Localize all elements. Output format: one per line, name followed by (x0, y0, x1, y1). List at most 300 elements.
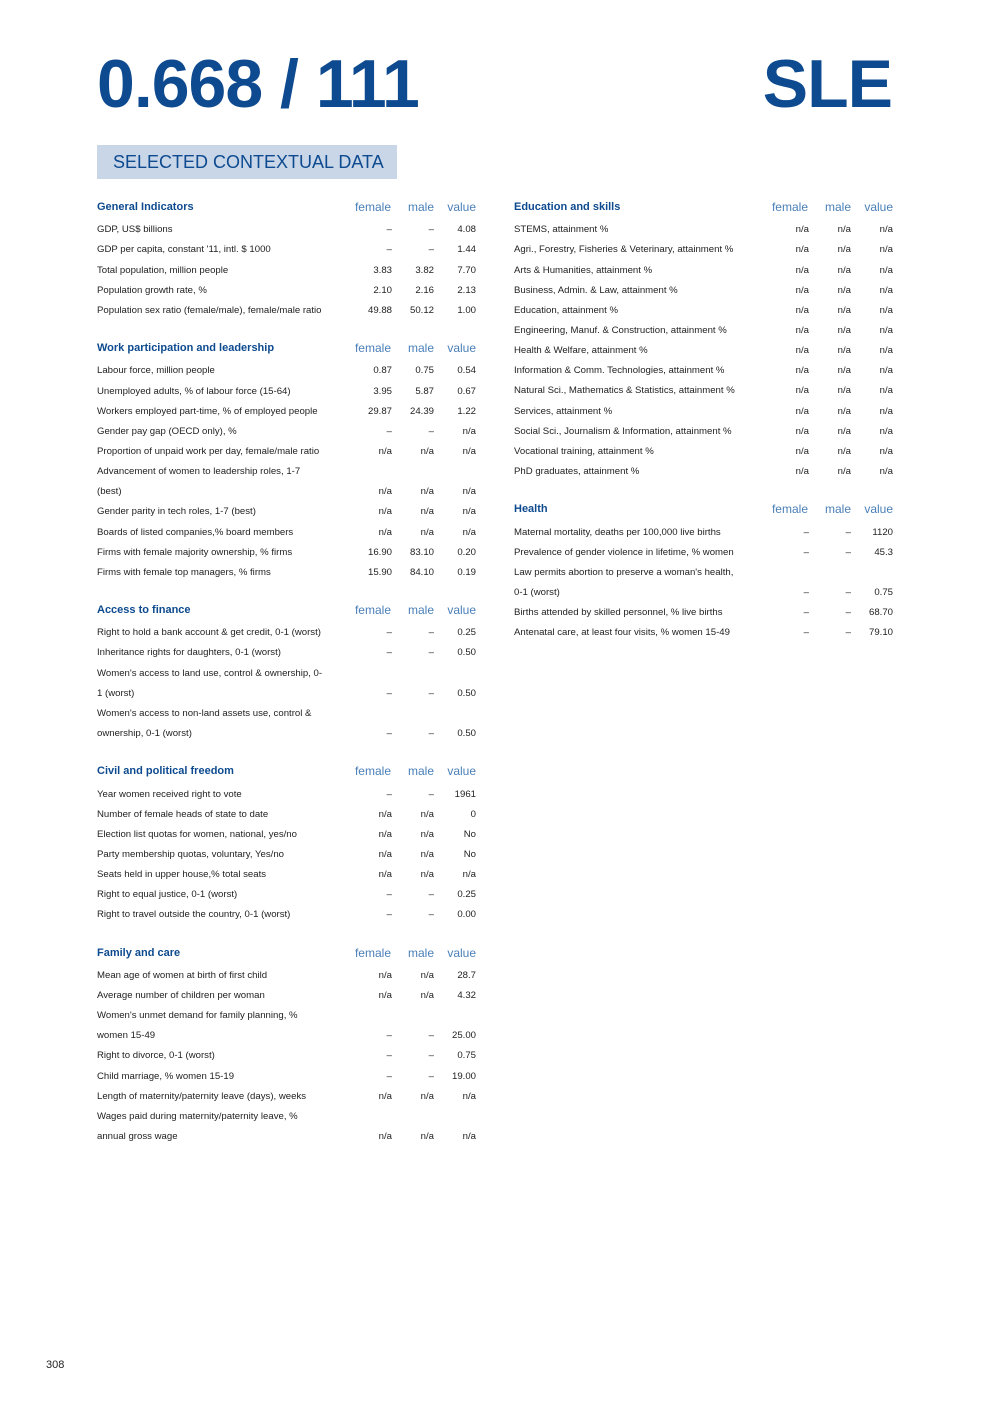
cell-male: 2.16 (415, 284, 434, 296)
cell-value: n/a (462, 445, 476, 457)
cell-value: 0.50 (457, 728, 476, 740)
cell-male: – (428, 728, 434, 740)
column-header-male: male (407, 200, 434, 214)
table-row (514, 398, 895, 418)
row-label: Social Sci., Journalism & Information, attainment % (514, 425, 732, 437)
section-header (97, 943, 478, 963)
table-row (514, 318, 895, 338)
cell-male: n/a (420, 990, 434, 1002)
column-header-female: female (771, 502, 808, 517)
table-row (97, 217, 478, 237)
table-row (97, 983, 478, 1003)
section-banner: SELECTED CONTEXTUAL DATA (97, 145, 397, 179)
row-label: Vocational training, attainment % (514, 445, 654, 457)
cell-value: n/a (462, 1131, 476, 1143)
table-row (97, 1043, 478, 1063)
row-label: Proportion of unpaid work per day, female/male ratio (97, 445, 320, 457)
column-header-female: female (771, 200, 808, 214)
cell-male: – (428, 1070, 434, 1082)
cell-value: 2.13 (457, 284, 476, 296)
cell-female: n/a (795, 345, 809, 357)
table-row (514, 519, 895, 539)
cell-female: n/a (378, 445, 392, 457)
section-work-participation-and-leadership (97, 338, 478, 580)
cell-male: 5.87 (415, 385, 434, 397)
section-title: Access to finance (97, 604, 191, 616)
cell-value: 0.67 (457, 385, 476, 397)
cell-male: – (428, 687, 434, 699)
cell-value: n/a (879, 405, 893, 417)
cell-male: n/a (837, 325, 851, 337)
column-header-male: male (407, 764, 434, 779)
column-header-value: value (447, 603, 476, 617)
cell-male: – (428, 244, 434, 256)
left-column (97, 197, 478, 1164)
cell-value: 0.50 (457, 687, 476, 699)
column-header-female: female (354, 764, 391, 779)
cell-male: n/a (420, 828, 434, 840)
table-row (97, 681, 478, 701)
cell-male: 0.75 (415, 365, 434, 377)
cell-value: n/a (879, 365, 893, 377)
row-label: Inheritance rights for daughters, 0-1 (worst) (97, 647, 281, 659)
page-number: 308 (46, 1359, 65, 1371)
cell-female: – (386, 1070, 392, 1082)
cell-value: 0.25 (457, 627, 476, 639)
cell-value: 0.75 (457, 1050, 476, 1062)
cell-female: n/a (378, 808, 392, 820)
column-header-value: value (864, 200, 893, 214)
right-column (514, 197, 895, 660)
cell-female: – (386, 788, 392, 800)
table-row (514, 378, 895, 398)
cell-male: 83.10 (409, 546, 434, 558)
cell-female: – (386, 224, 392, 236)
cell-male: – (428, 1050, 434, 1062)
cell-male: 84.10 (409, 566, 434, 578)
table-row (97, 399, 478, 419)
cell-female: n/a (378, 506, 392, 518)
cell-value: No (463, 828, 476, 840)
section-title: Health (514, 503, 548, 516)
cell-value: n/a (462, 486, 476, 498)
cell-value: 79.10 (868, 627, 893, 639)
cell-value: n/a (879, 466, 893, 478)
cell-value: 1120 (872, 526, 893, 538)
table-row (97, 842, 478, 862)
row-label: Population sex ratio (female/male), female/male ratio (97, 304, 322, 316)
cell-female: 49.88 (367, 304, 392, 316)
cell-female: – (386, 889, 392, 901)
table-row (514, 600, 895, 620)
column-header-value: value (447, 945, 476, 960)
cell-female: n/a (378, 969, 392, 981)
row-label: Maternal mortality, deaths per 100,000 live births (514, 526, 721, 538)
cell-male: n/a (420, 848, 434, 860)
cell-male: n/a (837, 284, 851, 296)
cell-value: 0.50 (457, 647, 476, 659)
cell-male: n/a (420, 1090, 434, 1102)
table-row (514, 358, 895, 378)
table-row (97, 1003, 478, 1023)
section-header (514, 499, 895, 519)
section-title: Education and skills (514, 201, 621, 213)
cell-male: n/a (837, 425, 851, 437)
cell-value: n/a (879, 385, 893, 397)
row-label: Women's access to land use, control & ownership, 0- (97, 667, 323, 679)
cell-male: – (845, 627, 851, 639)
row-label: Engineering, Manuf. & Construction, attainment % (514, 325, 727, 337)
cell-female: n/a (378, 828, 392, 840)
table-row (97, 802, 478, 822)
cell-male: n/a (837, 345, 851, 357)
table-row (97, 257, 478, 277)
cell-male: n/a (420, 526, 434, 538)
row-label: Women's access to non-land assets use, control & (97, 707, 312, 719)
table-row (97, 781, 478, 801)
cell-female: 2.10 (373, 284, 392, 296)
table-row (97, 862, 478, 882)
row-label: Labour force, million people (97, 365, 215, 377)
row-label: GDP, US$ billions (97, 224, 173, 236)
cell-value: 0.20 (457, 546, 476, 558)
section-header (514, 197, 895, 217)
cell-female: n/a (378, 869, 392, 881)
row-label: GDP per capita, constant '11, intl. $ 1000 (97, 244, 271, 256)
column-header-value: value (447, 764, 476, 779)
row-label: Law permits abortion to preserve a woman's health, (514, 566, 734, 578)
cell-value: 0.19 (457, 566, 476, 578)
cell-male: n/a (837, 445, 851, 457)
cell-female: n/a (795, 224, 809, 236)
row-label: PhD graduates, attainment % (514, 466, 640, 478)
section-title: Work participation and leadership (97, 342, 275, 355)
cell-male: n/a (420, 445, 434, 457)
row-label: Workers employed part-time, % of employed people (97, 405, 318, 417)
cell-value: 1961 (454, 788, 476, 800)
cell-female: – (386, 647, 392, 659)
cell-male: n/a (420, 869, 434, 881)
cell-value: 45.3 (874, 546, 893, 558)
section-title: General Indicators (97, 201, 194, 213)
row-label: Arts & Humanities, attainment % (514, 264, 653, 276)
table-row (97, 278, 478, 298)
table-row (97, 822, 478, 842)
table-row (514, 540, 895, 560)
cell-male: n/a (837, 405, 851, 417)
cell-female: – (386, 909, 392, 921)
table-row (97, 701, 478, 721)
table-row (97, 721, 478, 741)
cell-female: 3.95 (373, 385, 392, 397)
cell-value: 19.00 (451, 1070, 476, 1082)
row-label: Child marriage, % women 15-19 (97, 1070, 235, 1082)
table-row (97, 237, 478, 257)
cell-female: – (803, 627, 809, 639)
cell-male: n/a (420, 969, 434, 981)
cell-female: n/a (795, 425, 809, 437)
section-civil-and-political-freedom (97, 761, 478, 922)
cell-value: 28.7 (457, 969, 476, 981)
table-row (97, 560, 478, 580)
row-label: Firms with female majority ownership, % firms (97, 546, 293, 558)
table-row (97, 519, 478, 539)
cell-female: n/a (795, 304, 809, 316)
cell-male: n/a (420, 506, 434, 518)
cell-value: n/a (462, 425, 476, 437)
row-label: Advancement of women to leadership roles, 1-7 (97, 466, 301, 478)
column-header-value: value (447, 341, 476, 356)
cell-female: n/a (795, 445, 809, 457)
cell-male: n/a (837, 385, 851, 397)
column-header-female: female (354, 341, 391, 356)
row-label: Agri., Forestry, Fisheries & Veterinary, attainment % (514, 244, 734, 256)
cell-value: 1.00 (457, 304, 476, 316)
row-label: Education, attainment % (514, 304, 618, 316)
row-label: Gender parity in tech roles, 1-7 (best) (97, 506, 256, 518)
cell-female: n/a (795, 325, 809, 337)
cell-value: 0 (470, 808, 476, 820)
cell-male: n/a (837, 264, 851, 276)
cell-value: n/a (879, 244, 893, 256)
cell-male: 3.82 (415, 264, 434, 276)
row-label: Seats held in upper house,% total seats (97, 869, 267, 881)
table-row (97, 882, 478, 902)
column-header-male: male (824, 200, 851, 214)
cell-female: – (803, 607, 809, 619)
cell-female: – (803, 586, 809, 598)
table-row (514, 278, 895, 298)
cell-male: – (845, 526, 851, 538)
table-row (514, 580, 895, 600)
section-title: Civil and political freedom (97, 765, 234, 778)
row-label: Election list quotas for women, national, yes/no (97, 828, 297, 840)
row-label: Boards of listed companies,% board members (97, 526, 294, 538)
table-row (97, 499, 478, 519)
row-label: Wages paid during maternity/paternity leave, % (97, 1110, 298, 1122)
table-row (97, 1124, 478, 1144)
table-row (514, 439, 895, 459)
section-header (97, 761, 478, 781)
table-row (514, 257, 895, 277)
column-header-value: value (864, 502, 893, 517)
table-row (97, 1104, 478, 1124)
row-label: Women's unmet demand for family planning, % (97, 1010, 298, 1022)
cell-value: 1.44 (457, 244, 476, 256)
table-row (514, 620, 895, 640)
cell-female: n/a (378, 990, 392, 1002)
cell-male: – (428, 224, 434, 236)
row-label: Gender pay gap (OECD only), % (97, 425, 237, 437)
score-heading: 0.668 / 111 (97, 46, 419, 122)
cell-female: 16.90 (367, 546, 392, 558)
table-row (514, 560, 895, 580)
section-header (97, 197, 478, 217)
section-family-and-care (97, 943, 478, 1144)
row-label: Total population, million people (97, 264, 229, 276)
table-row (97, 419, 478, 439)
cell-value: n/a (462, 526, 476, 538)
column-header-female: female (354, 945, 391, 960)
cell-male: n/a (837, 466, 851, 478)
table-row (97, 1023, 478, 1043)
table-row (514, 419, 895, 439)
row-label: 0-1 (worst) (514, 586, 560, 598)
cell-female: n/a (795, 365, 809, 377)
section-general-indicators (97, 197, 478, 318)
cell-value: No (463, 848, 476, 860)
cell-female: – (386, 627, 392, 639)
row-label: Births attended by skilled personnel, % live births (514, 607, 723, 619)
cell-female: 15.90 (367, 566, 392, 578)
cell-male: – (428, 909, 434, 921)
row-label: Population growth rate, % (97, 284, 207, 296)
row-label: Unemployed adults, % of labour force (15-64) (97, 385, 291, 397)
table-row (97, 1063, 478, 1083)
row-label: women 15-49 (97, 1030, 156, 1042)
cell-male: – (428, 889, 434, 901)
cell-female: 0.87 (373, 365, 392, 377)
table-row (97, 459, 478, 479)
cell-male: – (428, 1030, 434, 1042)
row-label: ownership, 0-1 (worst) (97, 728, 192, 740)
cell-male: n/a (837, 304, 851, 316)
section-header (97, 338, 478, 358)
row-label: Health & Welfare, attainment % (514, 345, 648, 357)
cell-value: n/a (462, 1090, 476, 1102)
row-label: Antenatal care, at least four visits, % women 15-49 (514, 627, 730, 639)
cell-value: n/a (879, 425, 893, 437)
cell-value: n/a (879, 284, 893, 296)
row-label: STEMS, attainment % (514, 224, 609, 236)
cell-value: 1.22 (457, 405, 476, 417)
table-row (97, 1084, 478, 1104)
cell-value: 0.75 (874, 586, 893, 598)
cell-value: n/a (879, 224, 893, 236)
cell-value: 4.08 (457, 224, 476, 236)
table-row (97, 298, 478, 318)
cell-value: 25.00 (451, 1030, 476, 1042)
row-label: 1 (worst) (97, 687, 135, 699)
section-title: Family and care (97, 946, 181, 959)
table-row (514, 237, 895, 257)
cell-value: n/a (879, 264, 893, 276)
table-row (514, 459, 895, 479)
cell-female: n/a (378, 486, 392, 498)
cell-male: – (845, 546, 851, 558)
row-label: Information & Comm. Technologies, attainment % (514, 365, 725, 377)
cell-male: – (428, 647, 434, 659)
section-access-to-finance (97, 600, 478, 741)
row-label: Average number of children per woman (97, 990, 265, 1002)
cell-value: n/a (879, 445, 893, 457)
cell-male: – (428, 425, 434, 437)
row-label: Right to hold a bank account & get credit, 0-1 (worst) (97, 627, 321, 639)
cell-value: n/a (462, 506, 476, 518)
table-row (97, 620, 478, 640)
cell-male: 50.12 (409, 304, 434, 316)
cell-value: 0.00 (457, 909, 476, 921)
cell-male: n/a (420, 1131, 434, 1143)
cell-male: n/a (837, 365, 851, 377)
row-label: Prevalence of gender violence in lifetime, % women (514, 546, 734, 558)
cell-female: n/a (378, 1090, 392, 1102)
row-label: annual gross wage (97, 1131, 178, 1143)
cell-male: – (428, 627, 434, 639)
country-code: SLE (762, 46, 892, 122)
row-label: (best) (97, 486, 122, 498)
cell-value: 7.70 (457, 264, 476, 276)
cell-female: – (386, 1050, 392, 1062)
row-label: Year women received right to vote (97, 788, 242, 800)
table-row (514, 217, 895, 237)
row-label: Length of maternity/paternity leave (days), weeks (97, 1090, 307, 1102)
row-label: Firms with female top managers, % firms (97, 566, 271, 578)
cell-female: n/a (795, 284, 809, 296)
cell-value: 68.70 (868, 607, 893, 619)
column-header-male: male (407, 341, 434, 356)
cell-female: – (386, 244, 392, 256)
table-row (97, 479, 478, 499)
column-header-female: female (354, 200, 391, 214)
table-row (97, 358, 478, 378)
table-row (97, 439, 478, 459)
column-header-male: male (407, 603, 434, 617)
table-row (97, 640, 478, 660)
table-row (97, 378, 478, 398)
cell-male: n/a (837, 244, 851, 256)
cell-male: n/a (420, 808, 434, 820)
section-header (97, 600, 478, 620)
column-header-male: male (824, 502, 851, 517)
column-header-value: value (447, 200, 476, 214)
cell-male: n/a (837, 224, 851, 236)
column-header-female: female (354, 603, 391, 617)
row-label: Services, attainment % (514, 405, 613, 417)
cell-female: 29.87 (367, 405, 392, 417)
row-label: Right to equal justice, 0-1 (worst) (97, 889, 238, 901)
cell-female: n/a (795, 385, 809, 397)
cell-male: – (428, 788, 434, 800)
cell-value: 4.32 (457, 990, 476, 1002)
cell-female: – (803, 526, 809, 538)
cell-female: n/a (378, 1131, 392, 1143)
cell-female: n/a (378, 526, 392, 538)
cell-female: n/a (795, 264, 809, 276)
cell-female: – (386, 425, 392, 437)
cell-male: – (845, 586, 851, 598)
table-row (97, 540, 478, 560)
row-label: Right to travel outside the country, 0-1 (worst) (97, 909, 291, 921)
cell-female: – (386, 728, 392, 740)
table-row (97, 902, 478, 922)
cell-value: 0.54 (457, 365, 476, 377)
cell-female: n/a (795, 405, 809, 417)
table-row (97, 660, 478, 680)
cell-value: n/a (879, 345, 893, 357)
cell-female: n/a (795, 466, 809, 478)
cell-female: n/a (378, 848, 392, 860)
cell-value: n/a (879, 304, 893, 316)
section-health (514, 499, 895, 640)
cell-male: – (845, 607, 851, 619)
column-header-male: male (407, 945, 434, 960)
row-label: Party membership quotas, voluntary, Yes/no (97, 848, 285, 860)
row-label: Natural Sci., Mathematics & Statistics, attainment % (514, 385, 735, 397)
cell-female: n/a (795, 244, 809, 256)
row-label: Mean age of women at birth of first child (97, 969, 268, 981)
cell-male: 24.39 (409, 405, 434, 417)
